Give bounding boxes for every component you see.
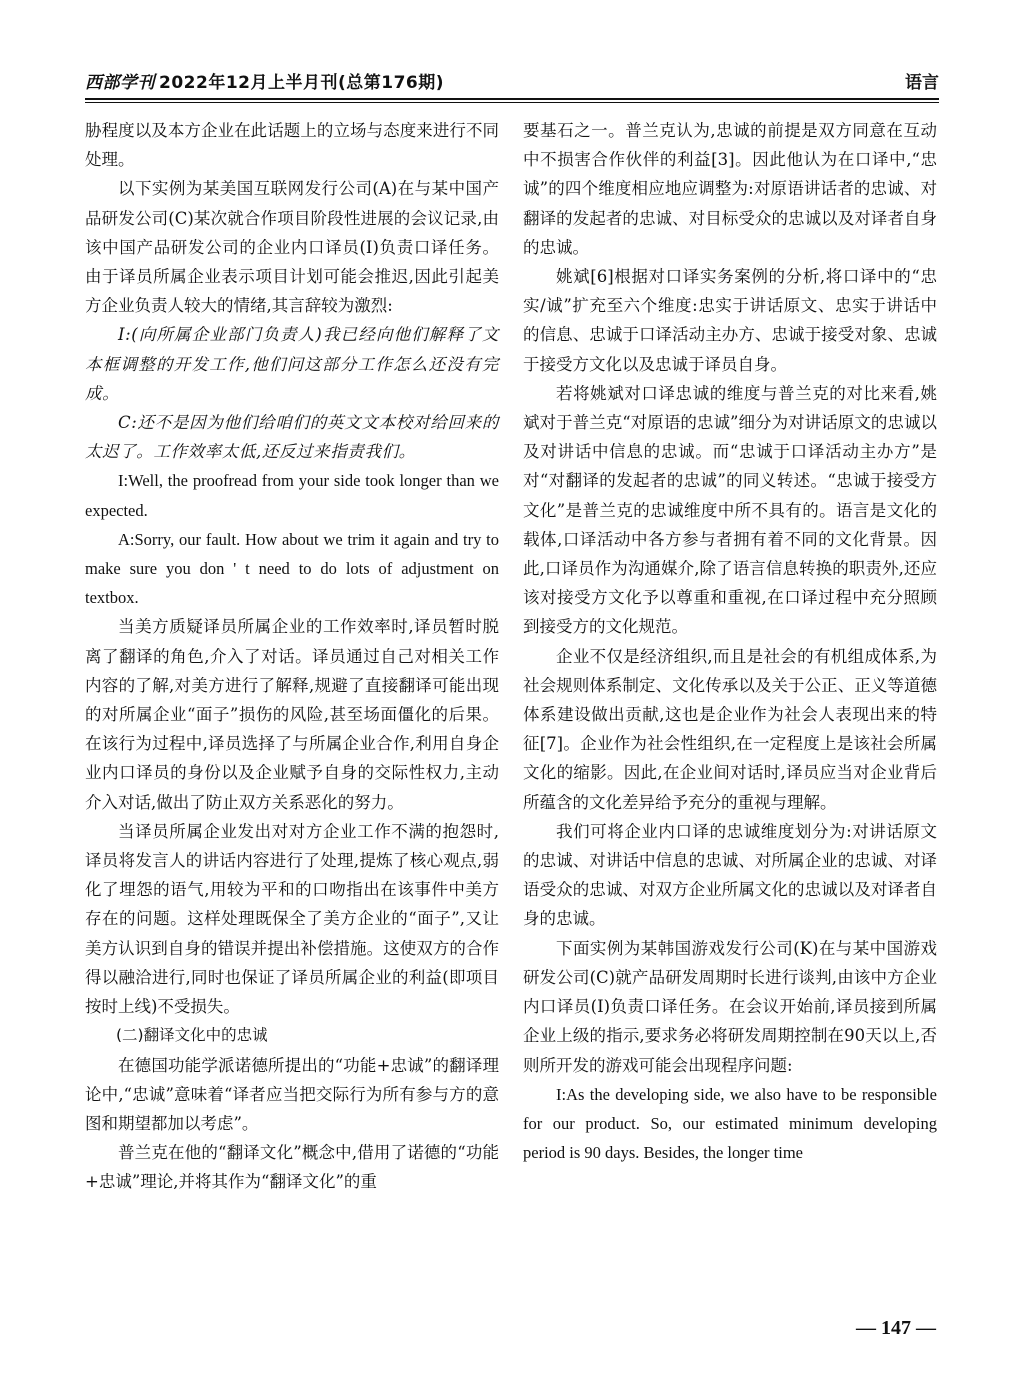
paragraph: I:(向所属企业部门负责人)我已经向他们解释了文本框调整的开发工作,他们问这部分工作怎么还没有完成。 xyxy=(85,325,499,403)
paragraph: I:Well, the proofread from your side took longer than we expected. xyxy=(85,471,499,520)
paragraph: A:Sorry, our fault. How about we trim it again and try to make sure you don ' t need to do lots of adjustment on textbox. xyxy=(85,529,499,608)
paragraph: 要基石之一。普兰克认为,忠诚的前提是双方同意在互动中不损害合作伙伴的利益[3]。因此他认为在口译中,“忠诚”的四个维度相应地应调整为:对原语讲话者的忠诚、对翻译的发起者的忠诚、对目标受众的忠诚以及对译者自身的忠诚。 xyxy=(523,121,937,257)
journal-logo: 西部学刊 xyxy=(85,73,155,93)
paragraph: 在德国功能学派诺德所提出的“功能+忠诚”的翻译理论中,“忠诚”意味着“译者应当把交际行为所有参与方的意图和期望都加以考虑”。 xyxy=(85,1055,499,1133)
paragraph: 我们可将企业内口译的忠诚维度划分为:对讲话原文的忠诚、对讲话中信息的忠诚、对所属企业的忠诚、对译语受众的忠诚、对双方企业所属文化的忠诚以及对译者自身的忠诚。 xyxy=(523,821,937,929)
page-number: — 147 — xyxy=(856,1317,936,1339)
section-label: 语言 xyxy=(905,73,939,93)
header-rule-thin xyxy=(85,102,939,103)
paragraph: 普兰克在他的“翻译文化”概念中,借用了诺德的“功能+忠诚”理论,并将其作为“翻译文化”的重 xyxy=(85,1143,499,1192)
running-header xyxy=(85,68,939,98)
journal-issue: 2022年12月上半月刊(总第176期) xyxy=(159,73,444,93)
paragraph: 企业不仅是经济组织,而且是社会的有机组成体系,为社会规则体系制定、文化传承以及关于公正、正义等道德体系建设做出贡献,这也是企业作为社会人表现出来的特征[7]。企业作为社会性组织,在一定程度上是该社会所属文化的缩影。因此,在企业间对话时,译员应当对企业背后所蕴含的文化差异给予充分的重视与理解。 xyxy=(523,646,937,812)
left-column xyxy=(85,116,499,1197)
paragraph: 以下实例为某美国互联网发行公司(A)在与某中国产品研发公司(C)某次就合作项目阶段性进展的会议记录,由该中国产品研发公司的企业内口译员(I)负责口译任务。由于译员所属企业表示项目计划可能会推迟,因此引起美方企业负责人较大的情绪,其言辞较为激烈: xyxy=(85,179,499,316)
section-heading: (二)翻译文化中的忠诚 xyxy=(116,1026,268,1045)
paragraph: 当译员所属企业发出对对方企业工作不满的抱怨时,译员将发言人的讲话内容进行了处理,提炼了核心观点,弱化了埋怨的语气,用较为平和的口吻指出在该事件中美方存在的问题。这样处理既保全了美方企业的“面子”,又让美方认识到自身的错误并提出补偿措施。这使双方的合作得以融洽进行,同时也保证了译员所属企业的利益(即项目按时上线)不受损失。 xyxy=(85,821,499,1017)
right-column xyxy=(523,116,937,1167)
paragraph: 当美方质疑译员所属企业的工作效率时,译员暂时脱离了翻译的角色,介入了对话。译员通过自己对相关工作内容的了解,对美方进行了解释,规避了直接翻译可能出现的对所属企业“面子”损伤的风险,甚至场面僵化的后果。在该行为过程中,译员选择了与所属企业合作,利用自身企业内口译员的身份以及企业赋予自身的交际性权力,主动介入对话,做出了防止双方关系恶化的努力。 xyxy=(85,617,499,812)
paragraph: C:还不是因为他们给咱们的英文文本校对给回来的太迟了。工作效率太低,还反过来指责我们。 xyxy=(85,413,499,462)
paragraph: 姚斌[6]根据对口译实务案例的分析,将口译中的“忠实/诚”扩充至六个维度:忠实于讲话原文、忠实于讲话中的信息、忠诚于口译活动主办方、忠诚于接受对象、忠诚于接受方文化以及忠诚于译员自身。 xyxy=(523,267,937,374)
header-rule xyxy=(85,98,939,100)
paragraph: 若将姚斌对口译忠诚的维度与普兰克的对比来看,姚斌对于普兰克“对原语的忠诚”细分为对讲话原文的忠诚以及对讲话中信息的忠诚。而“忠诚于口译活动主办方”是对“对翻译的发起者的忠诚”的同义转述。“忠诚于接受方文化”是普兰克的忠诚维度中所不具有的。语言是文化的载体,口译活动中各方参与者拥有着不同的文化背景。因此,口译员作为沟通媒介,除了语言信息转换的职责外,还应该对接受方文化予以尊重和重视,在口译过程中充分照顾到接受方的文化规范。 xyxy=(523,383,937,637)
paragraph: I:As the developing side, we also have to be responsible for our product. So, our estimated minimum developing period is 90 days. Besides, the longer time xyxy=(523,1084,937,1163)
paragraph: 胁程度以及本方企业在此话题上的立场与态度来进行不同处理。 xyxy=(85,121,499,170)
journal-title xyxy=(85,68,444,93)
paragraph: 下面实例为某韩国游戏发行公司(K)在与某中国游戏研发公司(C)就产品研发周期时长进行谈判,由该中方企业内口译员(I)负责口译任务。在会议开始前,译员接到所属企业上级的指示,要求务必将研发周期控制在90天以上,否则所开发的游戏可能会出现程序问题: xyxy=(523,938,937,1075)
